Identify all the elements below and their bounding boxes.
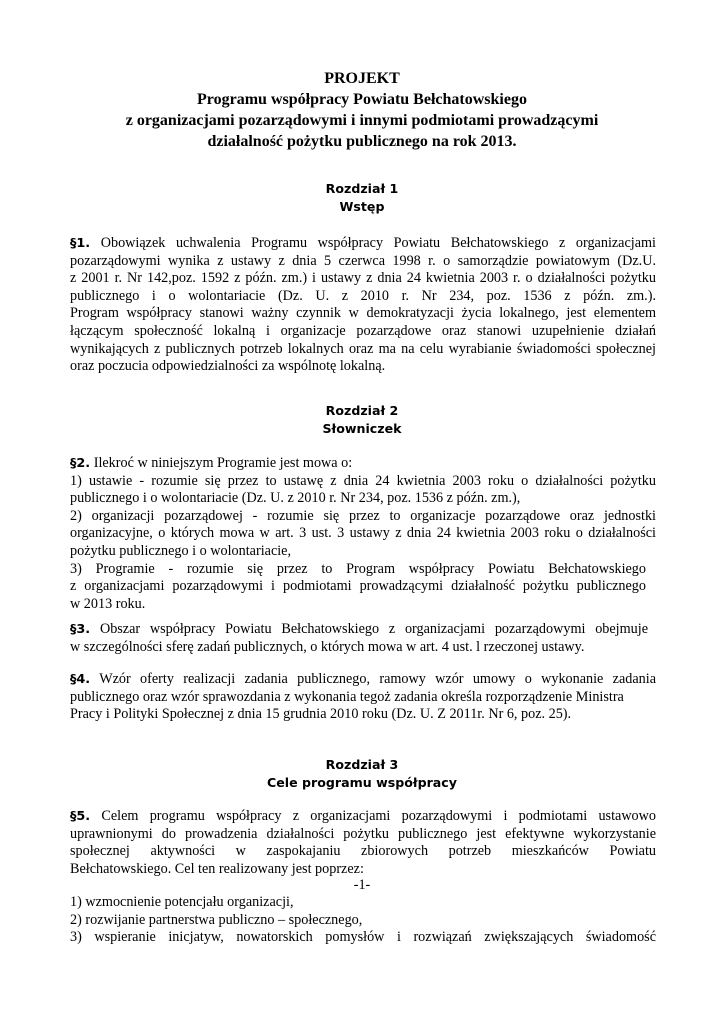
chapter-3-name: Cele programu współpracy <box>267 775 457 790</box>
chapter-2-number: Rozdział 2 <box>325 403 399 418</box>
p1-line-1: §1. Obowiązek uchwalenia Programu współpracy Powiatu Bełchatowskiego z organizacjami <box>70 235 656 251</box>
p2-line-6: pożytku publicznego i o wolontariacie, <box>70 542 292 559</box>
title-line-2: Programu współpracy Powiatu Bełchatowskiego <box>197 91 527 108</box>
chapter-3-number: Rozdział 3 <box>325 757 399 772</box>
p4-line-1: §4. Wzór oferty realizacji zadania publicznego, ramowy wzór umowy o wykonanie zadania <box>70 671 656 687</box>
title-line-4: działalność pożytku publicznego na rok 2013. <box>207 133 517 150</box>
p1-line-5: Program współpracy stanowi ważny czynnik w demokratyzacji życia lokalnego, jest elementem <box>70 305 656 322</box>
p1-section-mark: §1. <box>70 236 91 251</box>
chapter-1-heading <box>60 180 664 216</box>
p1-line-3: z 2001 r. Nr 142,poz. 1592 z późn. zm.) i ustawy z dnia 24 kwietnia 2003 r. o działalności pożytku <box>70 270 656 287</box>
p2-line-4: 2) organizacji pozarządowej - rozumie się przez to organizacje pozarządowe oraz jednostki <box>70 507 656 524</box>
chapter-2-name: Słowniczek <box>322 421 402 436</box>
chapter-1-name: Wstęp <box>339 199 385 214</box>
document-title <box>60 68 664 152</box>
paragraph-2 <box>70 455 656 613</box>
p3-line-1: §3. Obszar współpracy Powiatu Bełchatowskiego z organizacjami pozarządowymi obejmuje <box>70 621 648 637</box>
p5-line-3: społecznej aktywności w zaspokajaniu zbiorowych potrzeb mieszkańców Powiatu <box>70 843 656 860</box>
p3-line-2: w szczególności sferę zadań publicznych, o których mowa w art. 4 ust. l rzeczonej ustawy. <box>70 638 585 655</box>
goals-list <box>70 894 656 947</box>
p2-line-8: z organizacjami pozarządowymi i podmiotami prowadzącymi działalność pożytku publicznego <box>70 578 646 595</box>
list-item-1: 1) wzmocnienie potencjału organizacji, <box>70 894 294 910</box>
title-line-1: PROJEKT <box>324 70 400 87</box>
p2-line-3: publicznego i o wolontariacie (Dz. U. z 2010 r. Nr 234, poz. 1536 z późn. zm.), <box>70 490 521 507</box>
p1-line-2: pozarządowymi wynika z ustawy z dnia 5 czerwca 1998 r. o samorządzie powiatowym (Dz.U. <box>70 252 656 269</box>
p1-line-4: publicznego i o wolontariacie (Dz. U. z 2010 r. Nr 234, poz. 1536 z późn. zm.). <box>70 287 656 304</box>
page-number: -1- <box>353 877 371 893</box>
p2-line-7: 3) Programie - rozumie się przez to Program współpracy Powiatu Bełchatowskiego <box>70 560 646 577</box>
chapter-2-heading <box>60 402 664 438</box>
p4-section-mark: §4. <box>70 672 91 687</box>
p1-line-7: wynikających z publicznych potrzeb lokalnych oraz ma na celu wyrabianie świadomości społecznej <box>70 340 656 357</box>
list-item-3: 3) wspieranie inicjatyw, nowatorskich pomysłów i rozwiązań zwiększających świadomość <box>70 929 656 946</box>
p5-line-4: Bełchatowskiego. Cel ten realizowany jest poprzez: <box>70 860 364 877</box>
paragraph-5 <box>70 808 656 878</box>
list-item-2: 2) rozwijanie partnerstwa publiczno – społecznego, <box>70 911 363 928</box>
p2-line-2: 1) ustawie - rozumie się przez to ustawę z dnia 24 kwietnia 2003 roku o działalności pożytku <box>70 472 656 489</box>
paragraph-1 <box>70 235 656 376</box>
title-line-3: z organizacjami pozarządowymi i innymi podmiotami prowadzącymi <box>125 112 599 129</box>
p4-line-3: Pracy i Polityki Społecznej z dnia 15 grudnia 2010 roku (Dz. U. Z 2011r. Nr 6, poz. 25). <box>70 706 572 723</box>
p1-line-8: oraz poczucia odpowiedzialności za wspólnotę lokalną. <box>70 358 386 375</box>
p2-section-mark: §2. <box>70 456 91 471</box>
p5-line-1: §5. Celem programu współpracy z organizacjami pozarządowymi i podmiotami ustawowo <box>70 808 656 824</box>
p5-line-2: uprawnionymi do prowadzenia działalności pożytku publicznego jest efektywne wykorzystanie <box>70 825 656 842</box>
p5-section-mark: §5. <box>70 809 91 824</box>
paragraph-3 <box>70 621 656 656</box>
p1-line-6: łączącym społeczność lokalną i organizacje pozarządowe oraz stanowi uzupełnienie działań <box>70 322 656 339</box>
p3-section-mark: §3. <box>70 622 91 637</box>
paragraph-4 <box>70 671 656 724</box>
chapter-1-number: Rozdział 1 <box>325 181 399 196</box>
p2-line-1: §2. Ilekroć w niniejszym Programie jest mowa o: <box>70 455 353 471</box>
p2-line-5: organizacyjne, o których mowa w art. 3 ust. 3 ustawy z dnia 24 kwietnia 2003 roku o działalności <box>70 525 656 542</box>
p2-line-9: w 2013 roku. <box>70 595 146 612</box>
chapter-3-heading <box>60 756 664 792</box>
p4-line-2: publicznego oraz wzór sprawozdania z wykonania tegoż zadania określa rozporządzenie Ministra <box>70 688 624 705</box>
